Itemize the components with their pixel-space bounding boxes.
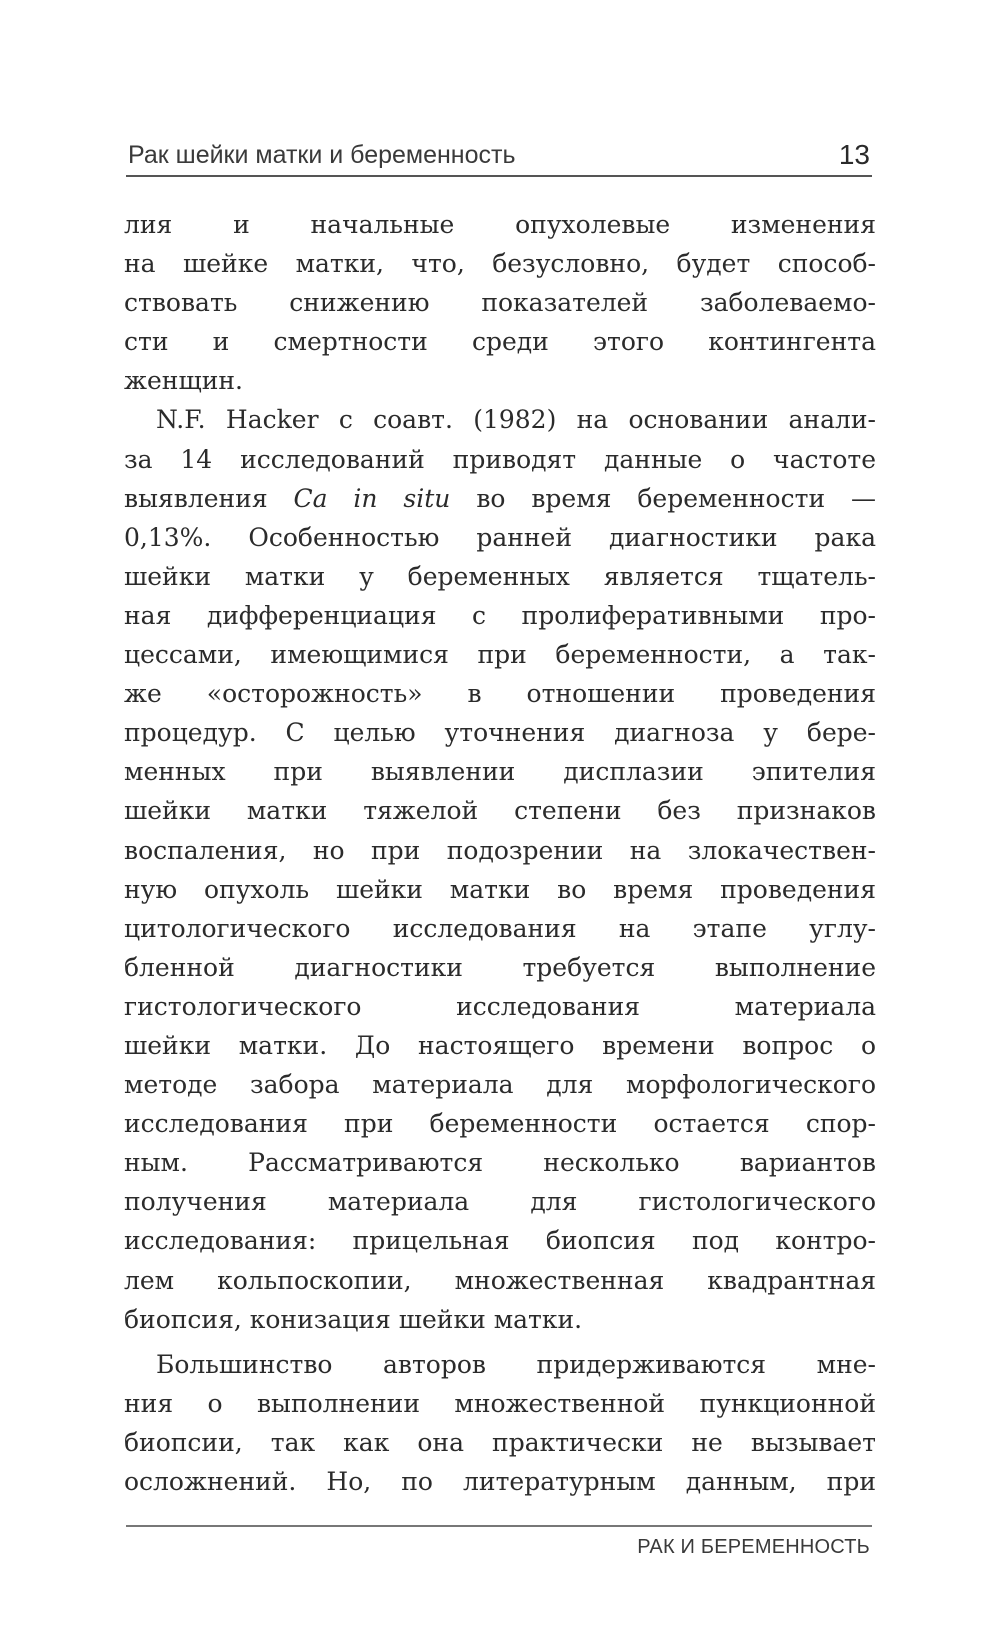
page-number: 13 xyxy=(838,139,870,170)
body-text xyxy=(124,205,876,1501)
running-title: Рак шейки матки и беременность xyxy=(128,141,516,169)
running-header xyxy=(126,133,872,177)
text-line: бленной диагностики требуется выполнение xyxy=(124,952,876,982)
text-line: лем кольпоскопии, множественная квадрантная xyxy=(124,1265,876,1295)
text-line: N.F. Hacker с соавт. (1982) на основании анали- xyxy=(156,405,876,435)
text-line: женщин. xyxy=(124,366,243,396)
text-line: получения материала для гистологического xyxy=(124,1187,876,1217)
text-line: исследования: прицельная биопсия под контро- xyxy=(124,1226,876,1256)
text-line: воспаления, но при подозрении на злокачествен- xyxy=(124,835,876,865)
text-line: цессами, имеющимися при беременности, а так- xyxy=(124,640,876,670)
text-line: методе забора материала для морфологического xyxy=(124,1070,876,1100)
text-line: биопсии, так как она практически не вызывает xyxy=(124,1427,876,1457)
text-line: биопсия, конизация шейки матки. xyxy=(124,1304,583,1334)
text-line: ную опухоль шейки матки во время проведения xyxy=(124,874,876,904)
text-line: на шейке матки, что, безусловно, будет способ- xyxy=(124,249,876,279)
text-line: ния о выполнении множественной пункционной xyxy=(124,1388,876,1418)
text-line: ствовать снижению показателей заболеваемо- xyxy=(124,288,876,318)
text-line xyxy=(124,479,876,518)
footer-title: РАК И БЕРЕМЕННОСТЬ xyxy=(637,1536,870,1558)
text-line: менных при выявлении дисплазии эпителия xyxy=(124,757,876,787)
text-line: Большинство авторов придерживаются мне- xyxy=(156,1349,876,1379)
text-line: шейки матки у беременных является тщатель- xyxy=(124,561,876,591)
text-line: исследования при беременности остается спор- xyxy=(124,1109,876,1139)
text-line: за 14 исследований приводят данные о частоте xyxy=(124,444,876,474)
text-line: цитологического исследования на этапе углу- xyxy=(124,913,876,943)
text-fragment: выявления xyxy=(124,483,294,513)
running-footer xyxy=(126,1525,872,1567)
text-line: осложнений. Но, по литературным данным, при xyxy=(124,1467,876,1496)
text-line: лия и начальные опухолевые изменения xyxy=(124,210,876,239)
text-line: ным. Рассматриваются несколько вариантов xyxy=(124,1148,876,1178)
text-line: гистологического исследования материала xyxy=(124,991,876,1021)
text-line: ная дифференциация с пролиферативными про- xyxy=(124,600,876,630)
text-line: шейки матки тяжелой степени без признаков xyxy=(124,796,876,826)
text-line: сти и смертности среди этого контингента xyxy=(124,327,876,357)
text-line: же «осторожность» в отношении проведения xyxy=(124,679,876,709)
text-line: шейки матки. До настоящего времени вопрос о xyxy=(124,1030,876,1060)
text-line: 0,13%. Особенностью ранней диагностики рака xyxy=(124,522,876,552)
italic-term: Ca in situ xyxy=(293,483,451,513)
text-fragment: во время беременности — xyxy=(450,483,877,513)
text-line: процедур. С целью уточнения диагноза у бере- xyxy=(124,718,876,748)
